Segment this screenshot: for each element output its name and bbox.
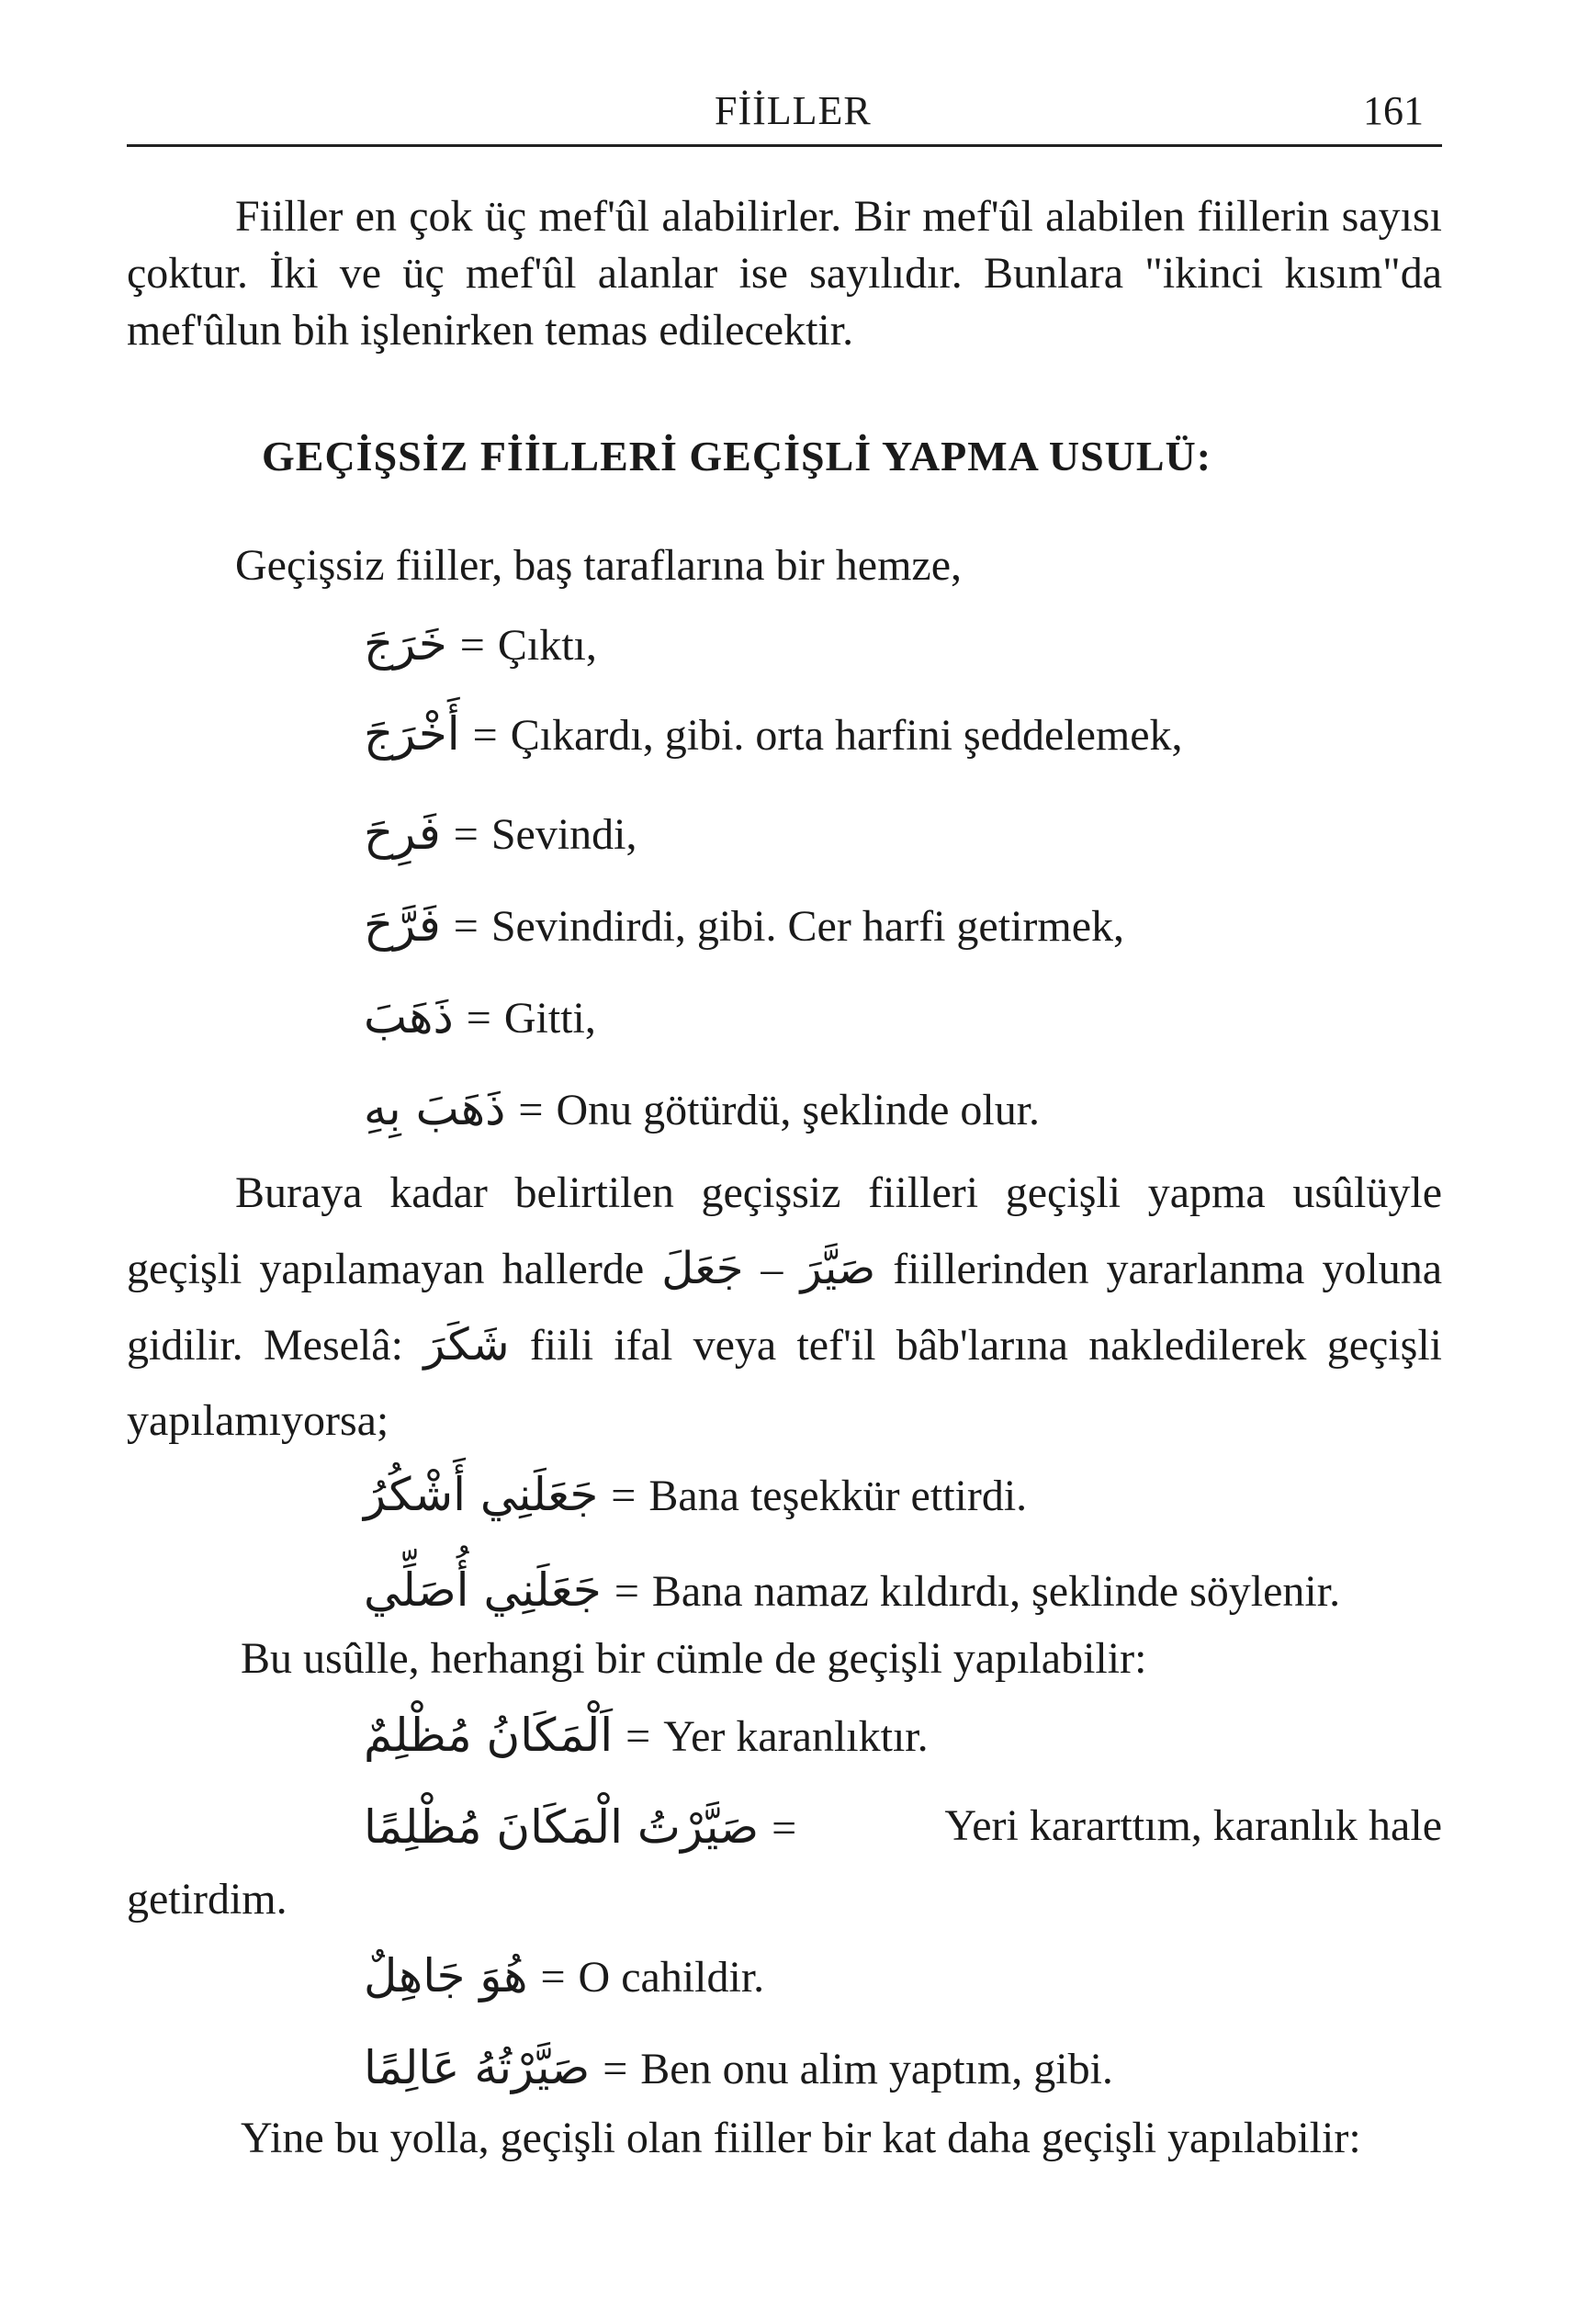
example-row <box>364 617 597 671</box>
equals-sign: = <box>466 994 491 1043</box>
equals-sign: = <box>453 902 479 951</box>
lead-line: Geçişsiz fiiller, baş taraflarına bir hemze, <box>235 541 963 590</box>
arabic-phrase: صَيَّرْتُ الْمَكَانَ مُظْلِمًا <box>364 1800 760 1854</box>
equals-sign: = <box>772 1804 797 1853</box>
intro-paragraph: Fiiller en çok üç mef'ûl alabilirler. Bir mef'ûl alabilen fiillerin sayısı çoktur. İki ve üç mef'ûl alanlar ise sayılıdır. Bunlara "ikinci kısım"da mef'ûlun bih işlenirken temas edilecektir. <box>127 192 1442 355</box>
example-row <box>364 1082 1040 1135</box>
usul-line: Bu usûlle, herhangi bir cümle de geçişli yapılabilir: <box>241 1634 1147 1683</box>
example-row <box>364 707 1183 761</box>
explanation-paragraph <box>127 1156 1442 1459</box>
example-row <box>364 898 1124 952</box>
example-row <box>364 1709 929 1762</box>
example-translation: Sevindirdi, gibi. Cer harfi getirmek, <box>490 902 1125 951</box>
arabic-word: جَعَلَ <box>661 1243 744 1294</box>
dash: – <box>743 1245 801 1293</box>
paragraph-text: Buraya kadar belirtilen geçişsiz fiilleri geçişli yapma usûlüyle geçişli yapılamayan hallerde <box>127 1168 1442 1293</box>
equals-sign: = <box>472 711 498 760</box>
arabic-phrase: صَيَّرْتُهُ عَالِمًا <box>364 2041 591 2094</box>
running-title: FİİLLER <box>715 88 872 133</box>
arabic-word: ذَهَبَ بِهِ <box>364 1082 506 1135</box>
example-translation: Çıkardı, gibi. orta harfini şeddelemek, <box>510 711 1183 760</box>
arabic-word: شَكَرَ <box>423 1319 510 1371</box>
arabic-phrase: جَعَلَنِي أُصَلِّي <box>364 1563 602 1617</box>
arabic-word: فَرِحَ <box>364 807 441 860</box>
example-translation: Bana teşekkür ettirdi. <box>648 1472 1028 1520</box>
equals-sign: = <box>453 810 479 859</box>
page-number: 161 <box>1363 88 1424 133</box>
example-translation: Onu götürdü, şeklinde olur. <box>556 1086 1041 1134</box>
arabic-word: فَرَّحَ <box>364 898 441 952</box>
example-row <box>364 990 596 1044</box>
example-row <box>364 1563 1340 1617</box>
equals-sign: = <box>614 1567 639 1616</box>
arabic-phrase: اَلْمَكَانُ مُظْلِمٌ <box>364 1709 614 1762</box>
arabic-phrase: جَعَلَنِي أَشْكُرُ <box>364 1468 599 1521</box>
arabic-word: ذَهَبَ <box>364 990 454 1044</box>
example-translation: Gitti, <box>503 994 596 1043</box>
example-row <box>364 1949 764 2002</box>
arabic-word: صَيَّرَ <box>800 1243 876 1294</box>
equals-sign: = <box>540 1953 566 2002</box>
paragraph-text: fiillerinden yararlanma yoluna gidilir. Meselâ: <box>127 1245 1443 1370</box>
arabic-word: أَخْرَجَ <box>364 707 460 761</box>
equals-sign: = <box>459 621 485 670</box>
example-row <box>364 807 637 860</box>
example-translation: Yeri kararttım, karanlık hale <box>944 1801 1442 1850</box>
paragraph-text: fiili ifal veya tef'il bâb'larına nakledilerek geçişli yapılamıyorsa; <box>127 1321 1442 1445</box>
equals-sign: = <box>625 1712 651 1761</box>
example-row <box>364 2041 1113 2094</box>
continuation-text: getirdim. <box>127 1875 287 1924</box>
example-row <box>364 1800 1442 1854</box>
example-translation: Sevindi, <box>490 810 637 859</box>
example-translation: Bana namaz kıldırdı, şeklinde söylenir. <box>651 1567 1341 1616</box>
example-row <box>364 1468 1027 1521</box>
equals-sign: = <box>518 1086 544 1134</box>
final-line: Yine bu yolla, geçişli olan fiiller bir kat daha geçişli yapılabilir: <box>241 2114 1361 2162</box>
equals-sign: = <box>603 2045 628 2093</box>
example-translation: O cahildir. <box>578 1953 765 2002</box>
section-heading: GEÇİŞSİZ FİİLLERİ GEÇİŞLİ YAPMA USULÜ: <box>262 433 1212 479</box>
equals-sign: = <box>611 1472 637 1520</box>
example-translation: Yer karanlıktır. <box>663 1712 929 1761</box>
arabic-phrase: هُوَ جَاهِلٌ <box>364 1949 528 2002</box>
page-header <box>127 87 1442 147</box>
arabic-word: خَرَجَ <box>364 617 447 671</box>
example-translation: Ben onu alim yaptım, gibi. <box>640 2045 1113 2093</box>
example-translation: Çıktı, <box>497 621 597 670</box>
